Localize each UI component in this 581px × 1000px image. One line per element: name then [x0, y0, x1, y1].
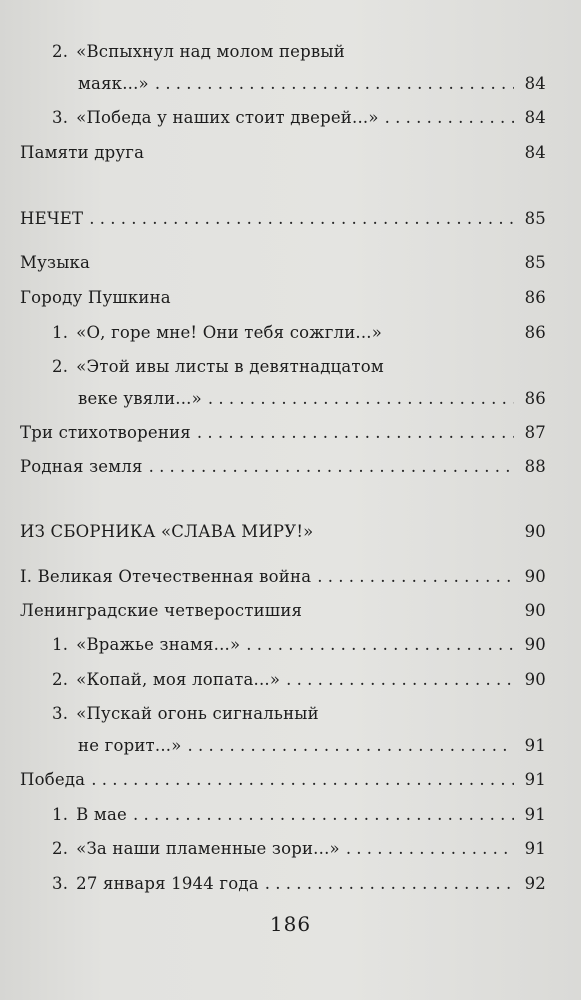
- leader-dots: [91, 769, 514, 791]
- leader-dots: [286, 669, 514, 691]
- toc-entry-page: 87: [524, 423, 546, 442]
- toc-entry-title: «Вражье знамя...»: [76, 635, 241, 654]
- toc-entry-number: 2.: [52, 357, 69, 376]
- toc-entry-title: Три стихотворения: [20, 423, 191, 442]
- toc-entry-title: «Пускай огонь сигнальный: [76, 704, 319, 723]
- leader-dots: [265, 873, 514, 895]
- toc-entry-title: 27 января 1944 года: [76, 874, 259, 893]
- toc-entry-title: «Этой ивы листы в девятнадцатом: [76, 357, 384, 376]
- toc-entry-title-cont: маяк...»: [78, 74, 149, 93]
- toc-entry-number: 3.: [52, 704, 69, 723]
- toc-entry-page: 86: [524, 389, 546, 408]
- toc-entry-page: 84: [524, 108, 546, 127]
- leader-dots: [89, 208, 514, 230]
- toc-entry-page: 86: [524, 323, 546, 342]
- toc-entry-page: 84: [524, 74, 546, 93]
- toc-entry-number: 1.: [52, 805, 69, 824]
- toc-entry-page: 88: [524, 457, 546, 476]
- toc-entry-page: 90: [524, 601, 546, 620]
- toc-entry-title: «Победа у наших стоит дверей...»: [76, 108, 379, 127]
- toc-entry-page: 84: [524, 143, 546, 162]
- toc-entry-page: 90: [524, 567, 546, 586]
- toc-entry-title: Музыка: [20, 253, 91, 272]
- toc-entry-page: 86: [524, 288, 546, 307]
- leader-dots: [188, 735, 514, 757]
- leader-dots: [385, 107, 514, 129]
- toc-entry-page: 85: [524, 209, 546, 228]
- toc-entry-title-cont: не горит...»: [78, 736, 182, 755]
- leader-dots: [133, 804, 514, 826]
- leader-dots: [208, 388, 514, 410]
- toc-entry-title: Памяти друга: [20, 143, 145, 162]
- toc-entry-page: 90: [524, 522, 546, 541]
- leader-dots: [246, 634, 514, 656]
- toc-entry-title: «За наши пламенные зори...»: [76, 839, 340, 858]
- leader-dots: [197, 422, 514, 444]
- toc-entry-title: «Копай, моя лопата...»: [76, 670, 281, 689]
- toc-entry-title: Городу Пушкина: [20, 288, 171, 307]
- toc-entry-title: НЕЧЕТ: [20, 209, 84, 228]
- toc-entry-number: 1.: [52, 323, 69, 342]
- leader-dots: [149, 456, 514, 478]
- toc-entry-page: 90: [524, 670, 546, 689]
- toc-entry-page: 91: [524, 805, 546, 824]
- leader-dots: [155, 73, 514, 95]
- toc-entry-title: I. Великая Отечественная война: [20, 567, 312, 586]
- toc-entry-number: 2.: [52, 42, 69, 61]
- toc-entry-page: 91: [524, 839, 546, 858]
- toc-entry-title: В мае: [76, 805, 127, 824]
- toc-entry-number: 3.: [52, 874, 69, 893]
- toc-entry-title-cont: веке увяли...»: [78, 389, 202, 408]
- toc-entry-title: Ленинградские четверостишия: [20, 601, 303, 620]
- toc-entry-page: 91: [524, 736, 546, 755]
- toc-entry-page: 91: [524, 770, 546, 789]
- toc-entry-title: Победа: [20, 770, 86, 789]
- leader-dots: [317, 566, 514, 588]
- toc-entry-number: 3.: [52, 108, 69, 127]
- toc-entry-title: Родная земля: [20, 457, 143, 476]
- toc-entry-title: ИЗ СБОРНИКА «СЛАВА МИРУ!»: [20, 522, 314, 541]
- toc-entry-page: 92: [524, 874, 546, 893]
- toc-entry-title: «О, горе мне! Они тебя сожгли...»: [76, 323, 383, 342]
- toc-entry-number: 2.: [52, 839, 69, 858]
- leader-dots: [346, 838, 514, 860]
- toc-entry-page: 90: [524, 635, 546, 654]
- toc-entry-page: 85: [524, 253, 546, 272]
- toc-entry-title: «Вспыхнул над молом первый: [76, 42, 345, 61]
- toc-entry-number: 1.: [52, 635, 69, 654]
- page-number: 186: [269, 912, 312, 936]
- toc-entry-number: 2.: [52, 670, 69, 689]
